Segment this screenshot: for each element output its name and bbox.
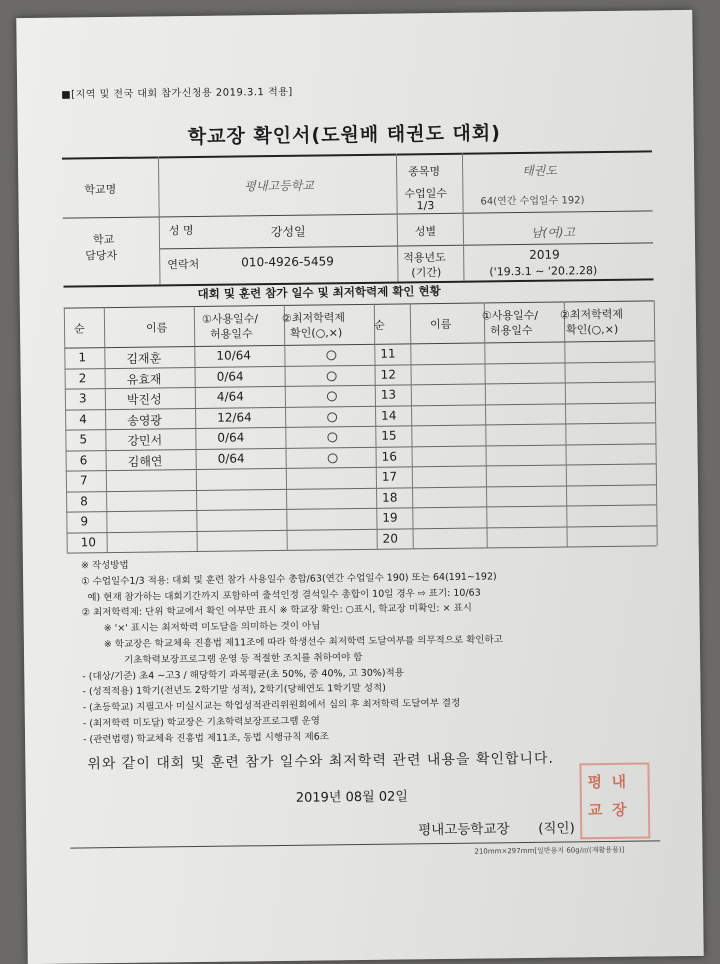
note-line: ※ 학교장은 학교체육 진흥법 제11조에 따라 학생선수 최저학력 도달여부를 의무적으로 확인하고 bbox=[103, 634, 503, 651]
section-title: 대회 및 훈련 참가 일수 및 최저학력제 확인 현황 bbox=[197, 283, 441, 301]
note-line: - (최저학력 미도달) 학교장은 기초학력보장프로그램 운영 bbox=[82, 715, 320, 730]
row-num: 8 bbox=[80, 493, 88, 508]
row-num: 5 bbox=[79, 432, 88, 447]
row-days: 0/64 bbox=[217, 450, 245, 466]
row-days: 4/64 bbox=[216, 389, 244, 404]
row-num: 2 bbox=[78, 370, 87, 385]
header-name-right: 이름 bbox=[429, 317, 452, 332]
row-days: 0/64 bbox=[216, 368, 244, 384]
days-label: 수업일수 bbox=[404, 186, 448, 201]
header-academic-right-2: 확인(○,×) bbox=[566, 322, 619, 337]
seal-label: (직인) bbox=[538, 820, 575, 837]
header-num: 순 bbox=[73, 322, 85, 336]
header-name: 이름 bbox=[145, 321, 168, 335]
header-note: ■[지역 및 전국 대회 참가신청용 2019.3.1 적용] bbox=[61, 86, 293, 101]
gender-label: 성별 bbox=[414, 225, 437, 239]
header-days-right: ①사용일수/ bbox=[481, 308, 539, 323]
document-page bbox=[16, 10, 704, 964]
row-num-right: 15 bbox=[381, 428, 397, 443]
note-line: ② 최저학력제: 단위 학교에서 확인 여부만 표시 ※ 학교장 확인: ○표시, 학교장 미확인: × 표시 bbox=[81, 603, 473, 619]
year-value: 2019 bbox=[529, 247, 560, 262]
principal-signature: 평내고등학교장 bbox=[418, 821, 510, 839]
note-line: ① 수업일수1/3 적용: 대회 및 훈련 참가 사용일수 총합/63(연간 수업일수 190) 또는 64(191~192) bbox=[81, 571, 497, 588]
note-line: - (대상/기준) 초4 ~고3 / 해당학기 과목평균(초 50%, 중 40%, 고 30%)적용 bbox=[82, 667, 405, 683]
row-num-right: 19 bbox=[382, 510, 398, 525]
contact-value: 010-4926-5459 bbox=[241, 254, 334, 270]
row-check-circle bbox=[328, 453, 338, 463]
note-line: ※ '×' 표시는 최저학력 미도달을 의미하는 것이 아님 bbox=[103, 620, 321, 635]
issue-date: 2019년 08월 02일 bbox=[295, 789, 408, 806]
row-num-right: 20 bbox=[382, 531, 398, 546]
year-label: 적용년도 bbox=[403, 250, 446, 265]
row-name: 김해연 bbox=[127, 453, 163, 469]
school-value: 평내고등학교 bbox=[244, 178, 314, 194]
row-name: 박진성 bbox=[126, 392, 162, 407]
name-label: 성 명 bbox=[168, 224, 194, 238]
row-check-circle bbox=[327, 412, 337, 422]
row-num: 1 bbox=[78, 350, 87, 365]
row-num: 9 bbox=[80, 514, 89, 529]
row-name: 유효재 bbox=[126, 371, 162, 387]
header-academic-2: 확인(○,×) bbox=[290, 326, 343, 340]
header-academic: ②최저학력제 bbox=[281, 311, 346, 325]
row-days: 10/64 bbox=[216, 348, 252, 363]
row-num-right: 14 bbox=[381, 408, 397, 423]
note-line: - (성적적용) 1학기(전년도 2학기말 성적), 2학기(당해연도 1학기말 성적) bbox=[82, 683, 386, 698]
days-ratio-label: 1/3 bbox=[416, 199, 435, 213]
row-days: 0/64 bbox=[217, 430, 245, 445]
header-days: ①사용일수/ bbox=[201, 312, 259, 326]
row-name: 김재훈 bbox=[126, 351, 162, 366]
row-num-right: 11 bbox=[380, 346, 396, 361]
manager-label-2: 담당자 bbox=[85, 248, 118, 263]
gender-value: 남(여)고 bbox=[530, 225, 576, 240]
row-num: 7 bbox=[79, 473, 88, 488]
header-days-2: 허용일수 bbox=[210, 327, 253, 341]
header-days-right-2: 허용일수 bbox=[490, 323, 533, 338]
row-num-right: 18 bbox=[382, 490, 398, 505]
document-title: 학교장 확인서(도원배 태권도 대회) bbox=[187, 122, 501, 149]
row-num-right: 13 bbox=[380, 387, 397, 402]
row-days: 12/64 bbox=[217, 409, 252, 425]
row-check-circle bbox=[326, 350, 336, 360]
row-num-right: 17 bbox=[381, 469, 398, 484]
row-check-circle bbox=[327, 371, 337, 381]
row-name: 송영광 bbox=[127, 412, 163, 428]
days-value: 64(연간 수업일수 192) bbox=[480, 195, 585, 208]
confirmation-text: 위와 같이 대회 및 훈련 참가 일수와 최저학력 관련 내용을 확인합니다. bbox=[87, 750, 555, 773]
note-line: - (관련법령) 학교체육 진흥법 제11조, 동법 시행규칙 제6조 bbox=[82, 731, 329, 746]
row-num: 10 bbox=[80, 534, 97, 549]
note-line: 예) 현재 참가하는 대회기간까지 포함하여 출석인정 결석일수 총합이 10일 경우 ⇨ 표기: 10/63 bbox=[87, 587, 481, 603]
event-label: 종목명 bbox=[408, 164, 441, 179]
row-num: 3 bbox=[78, 391, 87, 406]
official-seal-stamp: 평 내 교 장 bbox=[579, 762, 650, 839]
contact-label: 연락처 bbox=[167, 257, 200, 272]
note-line: 기초학력보장프로그램 운영 등 적절한 조치를 취하여야 함 bbox=[124, 651, 363, 666]
school-label: 학교명 bbox=[84, 182, 117, 197]
note-line: ※ 작성방법 bbox=[80, 559, 129, 572]
row-num: 6 bbox=[79, 452, 88, 467]
paper-spec: 210mm×297mm[일반용지 60g/㎡(재활용품)] bbox=[474, 845, 625, 856]
row-num: 4 bbox=[79, 411, 87, 426]
row-check-circle bbox=[327, 391, 337, 401]
period-value: ('19.3.1 ~ '20.2.28) bbox=[489, 264, 598, 279]
period-label: (기간) bbox=[411, 265, 442, 280]
manager-label: 학교 bbox=[92, 232, 115, 247]
row-num-right: 12 bbox=[380, 367, 396, 382]
row-num-right: 16 bbox=[381, 449, 397, 464]
note-line: - (초등학교) 지필고사 미실시교는 학업성적관리위원회에서 심의 후 최저학력 도달여부 결정 bbox=[82, 697, 461, 714]
header-num-right: 순 bbox=[373, 318, 385, 332]
header-academic-right: ②최저학력제 bbox=[559, 307, 623, 322]
row-check-circle bbox=[327, 432, 337, 442]
event-value: 태권도 bbox=[522, 163, 558, 178]
name-value: 강성일 bbox=[270, 224, 306, 240]
row-name: 강민서 bbox=[127, 433, 163, 448]
